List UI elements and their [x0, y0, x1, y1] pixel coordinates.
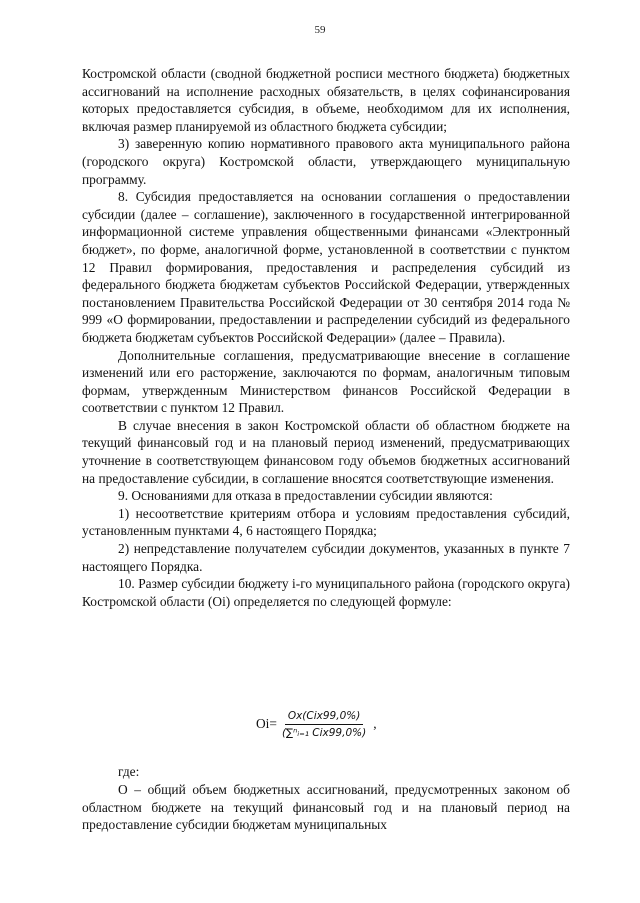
paragraph: 3) заверенную копию нормативного правового акта муниципального района (городского округа) Костромской области, утверждающего муниципальную программу. — [82, 136, 570, 187]
paragraph: 1) несоответствие критериям отбора и условиям предоставления субсидий, установленным пунктами 4, 6 настоящего Порядка; — [82, 505, 570, 539]
body-text-after-formula — [82, 781, 570, 834]
paragraph: 8. Субсидия предоставляется на основании соглашения о предоставлении субсидии (далее – соглашение), заключенного в государственной интегрированной информационной системе управления общественными финансами «Электронный бюджет», по форме, аналогичной форме, установленной в соответствии с пунктом 12 Правил формирования, предоставления и распределения субсидий из федерального бюджета бюджетам субъектов Российской Федерации, утвержденных постановлением Правительства Российской Федерации от 30 сентября 2014 года № 999 «О формировании, предоставлении и распределении субсидий из федерального бюджета бюджетам субъектов Российской Федерации» (далее – Правила). — [82, 189, 570, 345]
paragraph: В случае внесения в закон Костромской области об областном бюджете на текущий финансовый год и на плановый период изменений, предусматривающих уточнение в соответствующем финансовом году объемов бюджетных ассигнований на предоставление субсидии, в соглашение вносятся соответствующие изменения. — [82, 417, 570, 486]
paragraph: Костромской области (сводной бюджетной росписи местного бюджета) бюджетных ассигнований на исполнение расходных обязательств, в целях софинансирования которых предоставляется субсидия, в объеме, необходимом для их исполнения, включая размер планируемой из областного бюджета субсидии; — [82, 66, 570, 134]
formula-fraction — [279, 710, 369, 739]
formula-lhs: Oi= — [256, 716, 277, 731]
where-label: где: — [118, 764, 140, 779]
formula-numerator: Ox(Cix99,0%) — [285, 710, 364, 725]
page-number: 59 — [314, 24, 326, 36]
body-text — [82, 65, 570, 610]
paragraph: 9. Основаниями для отказа в предоставлении субсидии являются: — [118, 488, 493, 504]
formula-denominator: (∑ⁿᵢ₌₁ Cix99,0%) — [281, 726, 367, 739]
paragraph: Дополнительные соглашения, предусматривающие внесение в соглашение изменений или его расторжение, заключаются по формам, аналогичным типовым формам, утвержденным Министерством финансов Российской Федерации в соответствии с пунктом 12 Правил. — [82, 347, 570, 416]
subsidy-formula — [256, 702, 377, 746]
paragraph: O – общий объем бюджетных ассигнований, предусмотренных законом об областном бюджете на текущий финансовый год и на плановый период на предоставление субсидии бюджетам муниципальных — [82, 782, 570, 833]
formula-trail: , — [373, 716, 377, 731]
paragraph: 10. Размер субсидии бюджету i-го муниципального района (городского округа) Костромской области (Oi) определяется по следующей формуле: — [82, 576, 570, 609]
paragraph: 2) непредставление получателем субсидии документов, указанных в пункте 7 настоящего Порядка. — [82, 541, 570, 574]
